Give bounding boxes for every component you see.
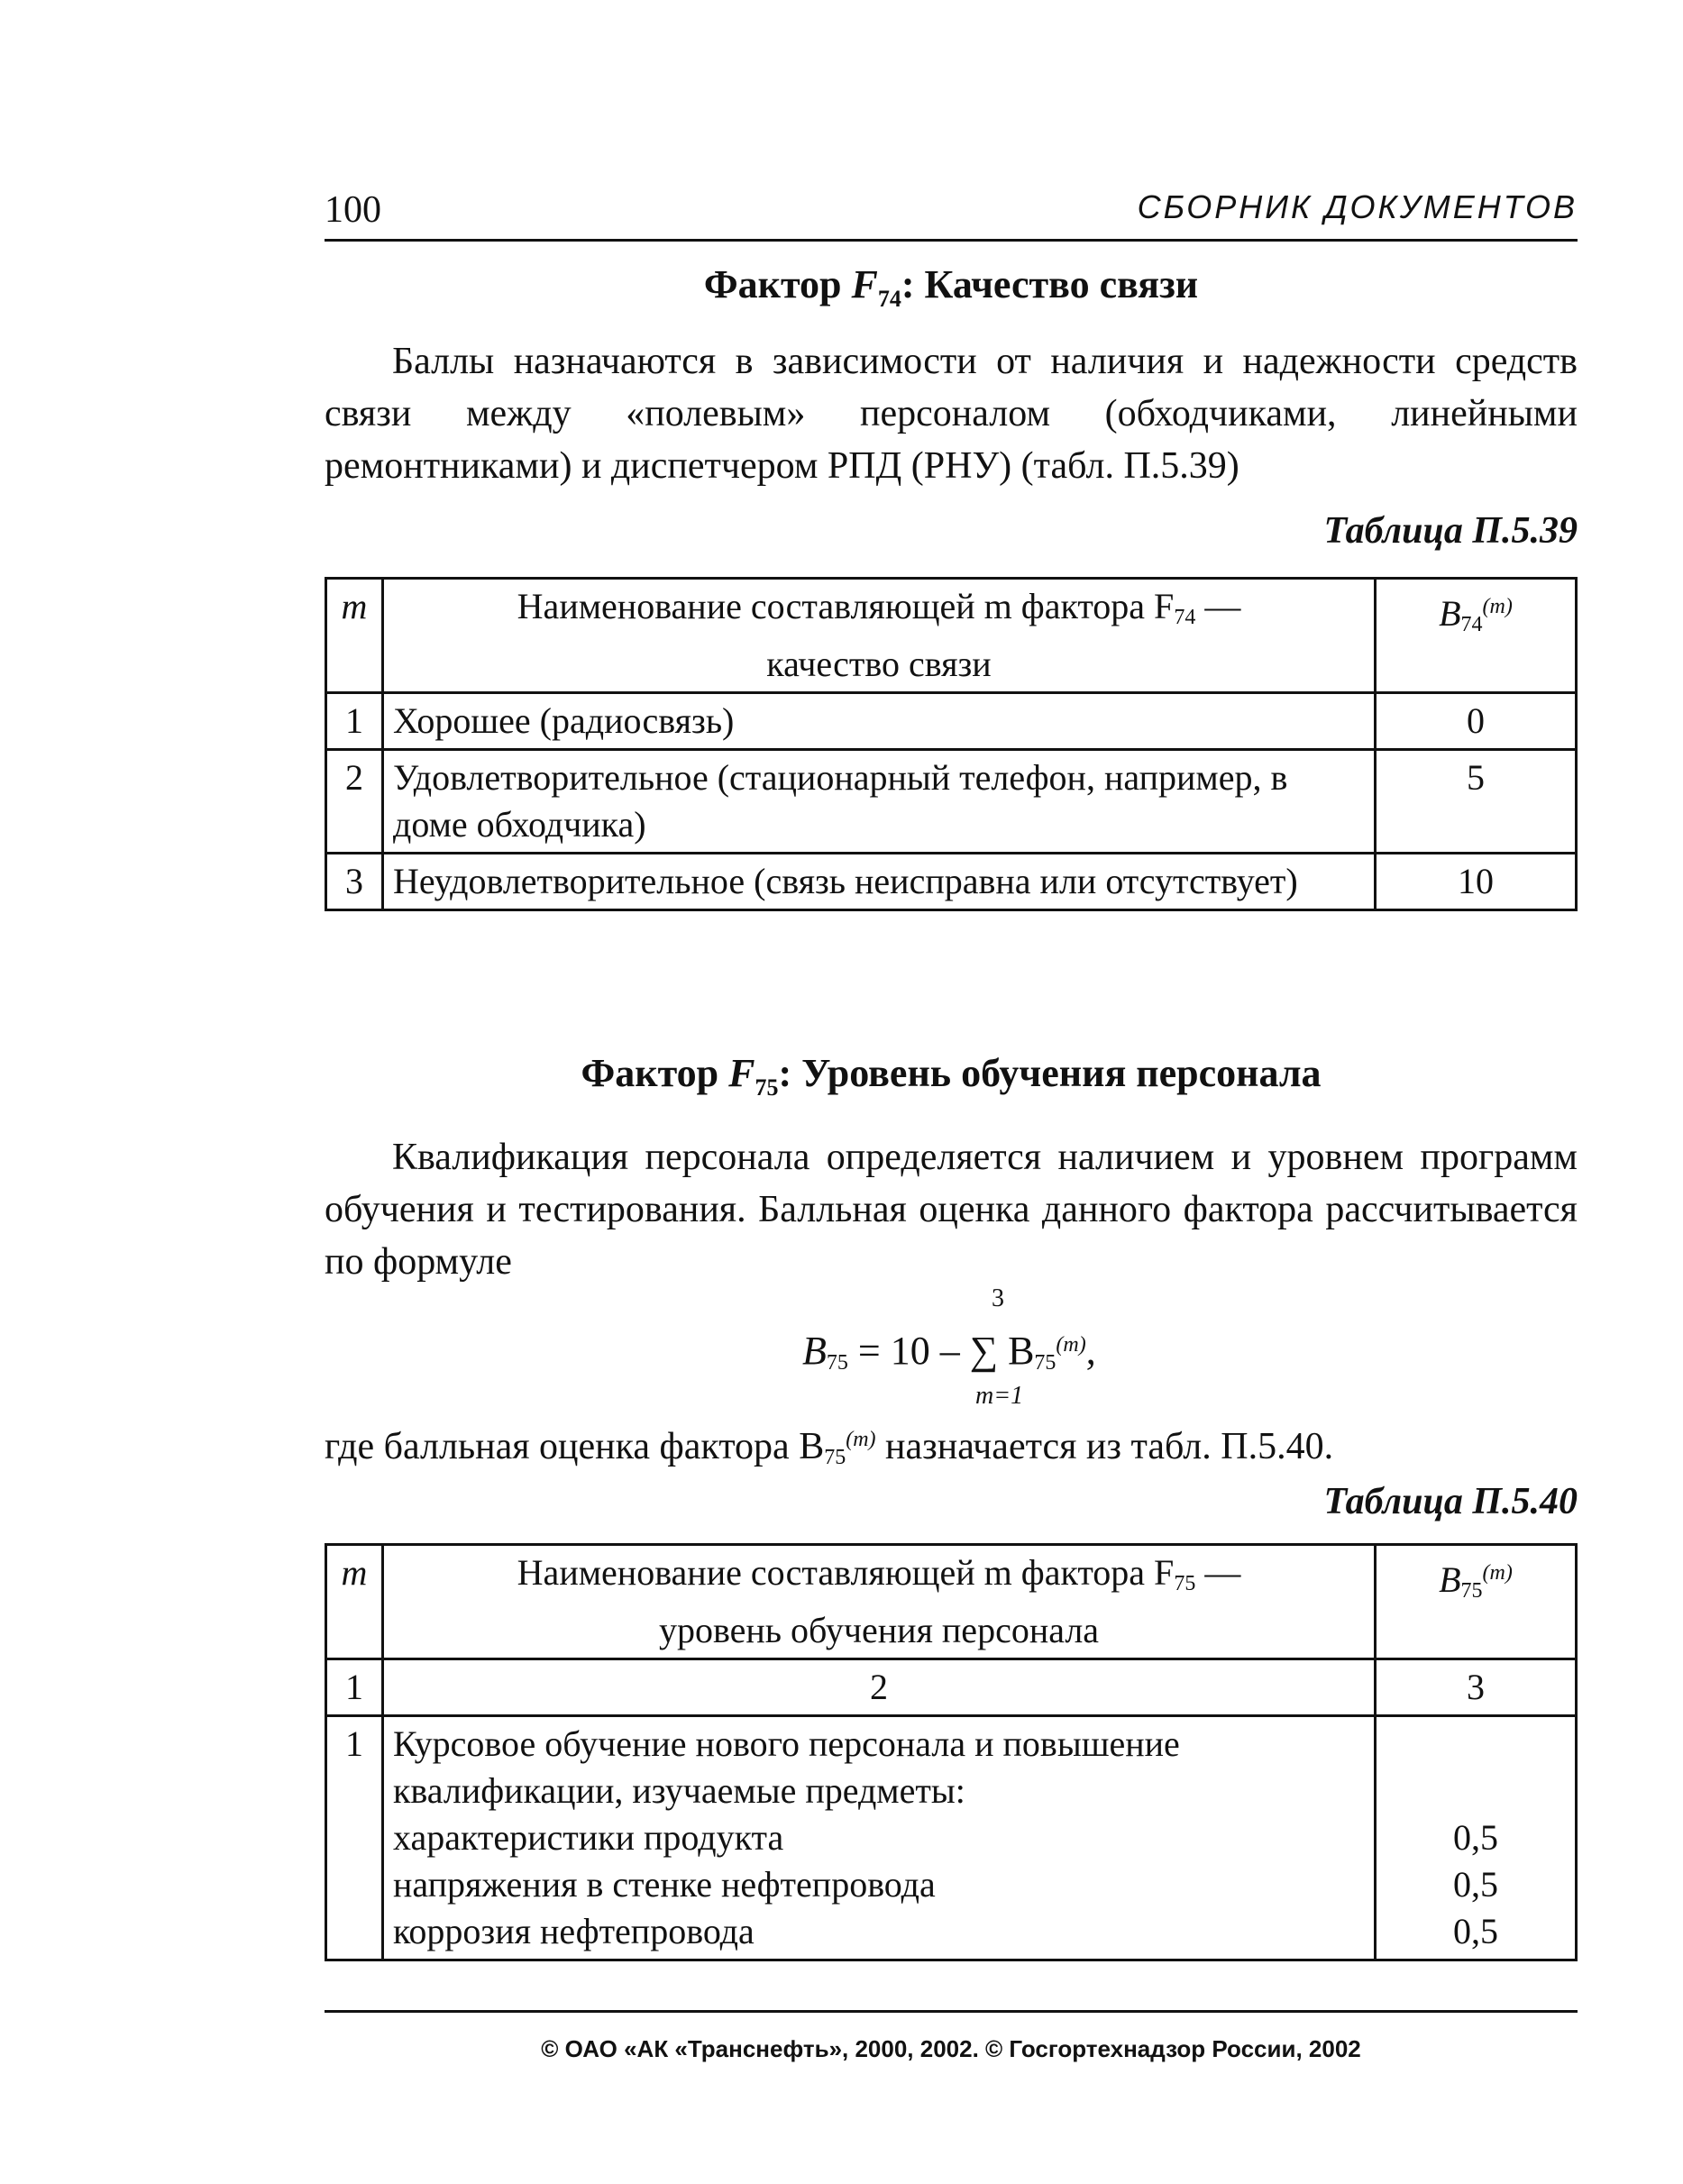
formula-expression: B75 = 10 – ∑ B75$^{(m)}$, [802,1329,1096,1375]
page-header [325,185,1578,242]
table-row: 2 Удовлетворительное (стационарный телефон, например, в доме обходчика) 5 [326,750,1577,854]
row-description: Курсовое обучение нового персонала и повышение квалификации, изучаемые предметы: характеристики продукта напряжения в стенке нефтепровода коррозия нефтепровода [383,1716,1376,1960]
section1-paragraph: Баллы назначаются в зависимости от наличия и надежности средств связи между «полевым» персоналом (обходчиками, линейными ремонтниками) и диспетчером РПД (РНУ) (табл. П.5.39) [325,341,1578,487]
table-p540 [325,1543,1578,1961]
list-item-value: 0,5 [1453,1864,1498,1905]
copyright-footer: © ОАО «АК «Транснефть», 2000, 2002. © Госгортехнадзор России, 2002 [541,2035,1361,2062]
list-item: напряжения в стенке нефтепровода [393,1864,936,1905]
table-caption-p540: Таблица П.5.40 [1323,1481,1578,1522]
header-name: Наименование составляющей m фактора F75 — уровень обучения персонала [383,1545,1376,1659]
running-title: СБОРНИК ДОКУМЕНТОВ [1137,188,1578,225]
sum-lower-limit: m=1 [975,1382,1024,1410]
sum-upper-limit: 3 [992,1284,1004,1312]
table-row: 1 Курсовое обучение нового персонала и повышение квалификации, изучаемые предметы: характеристики продукта напряжения в стенке нефтепровода коррозия нефтепровода 0,5 0,5 0,5 [326,1716,1577,1960]
page-number: 100 [325,189,381,231]
table-caption-p539: Таблица П.5.39 [1323,510,1578,552]
section-heading-f74: Фактор $F_{74}$: Качество связи [703,262,1199,312]
list-item-value: 0,5 [1453,1911,1498,1951]
list-item-value: 0,5 [1453,1817,1498,1858]
header-m: m [326,579,383,693]
table-row: 3 Неудовлетворительное (связь неисправна или отсутствует) 10 [326,854,1577,910]
formula-b75 [325,1284,1578,1420]
header-b74: B74$^{(m)}$ [1376,579,1577,693]
table-row: 1 Хорошее (радиосвязь) 0 [326,693,1577,750]
table-header-row [326,1545,1577,1659]
subject-list [393,1814,1365,1955]
table-header-row [326,579,1577,693]
row-values [1376,1716,1577,1960]
footer-rule [325,2010,1578,2013]
column-numbering-row: 1 2 3 [326,1659,1577,1716]
list-item: характеристики продукта [393,1817,784,1858]
header-name: Наименование составляющей m фактора F74 — качество связи [383,579,1376,693]
section-heading-f75: Фактор $F_{75}$: Уровень обучения персонала [581,1051,1322,1101]
section2-paragraph: Квалификация персонала определяется наличием и уровнем программ обучения и тестирования. Балльная оценка данного фактора рассчитывается по формуле [325,1137,1578,1283]
table-p539 [325,577,1578,911]
header-b75: B75$^{(m)}$ [1376,1545,1577,1659]
list-item: коррозия нефтепровода [393,1911,755,1951]
header-m: m [326,1545,383,1659]
after-formula-text: где балльная оценка фактора B75$^{(m)}$ назначается из табл. П.5.40. [325,1426,1334,1469]
